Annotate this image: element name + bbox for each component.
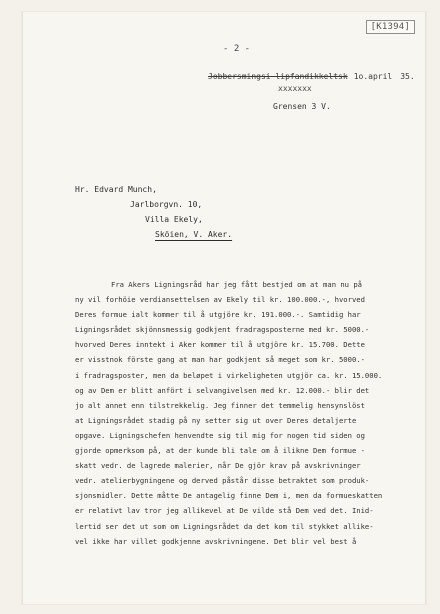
letter-body [75, 277, 417, 549]
body-line: og av Dem er blitt anfört i selvangivelsen med kr. 12.000.- blir det [75, 385, 370, 395]
body-line: lertid ser det ut som om Ligningsrådet da det kom til stykket allike- [75, 521, 374, 531]
address-line: Villa Ekely, [145, 215, 203, 224]
body-line: ny vil forhöie verdiansettelsen av Ekely til kr. 100.000.-, hvorved [75, 295, 365, 305]
body-line: skatt vedr. de lagrede malerier, når De gjör krav på avskrivninger [75, 461, 361, 471]
sender-location: Grensen 3 V. [273, 102, 331, 111]
header-mark: xxxxxxx [278, 84, 312, 93]
body-line: opgave. Ligningschefen henvendte sig til mig for nogen tid siden og [75, 430, 365, 440]
body-line: Deres formue ialt kommer til å utgjöre kr. 191.000.-. Samtidig har [75, 310, 361, 320]
address-line: Sköien, V. Aker. [155, 230, 233, 239]
address-line: Hr. Edvard Munch, [75, 185, 157, 194]
page-number: - 2 - [223, 44, 251, 54]
body-line: at Ligningsrådet stadig på ny setter sig ut over Deres detaljerte [75, 415, 357, 425]
body-line: Ligningsrådet skjönnsmessig godkjent fradragsposterne med kr. 5000.- [75, 325, 370, 335]
body-line: vedr. atelierbygningene og derved påstår disse betraktet som produk- [75, 476, 370, 486]
recipient-address [75, 182, 232, 242]
body-line: i fradragsposter, men da beløpet i virkeligheten utgjör ca. kr. 15.000. [75, 370, 383, 380]
body-line: vel ikke har villet godkjenne avskrivningene. Det blir vel best å [75, 536, 357, 546]
letter-year: 35. [400, 72, 415, 81]
letter-header [208, 72, 415, 81]
address-line: Jarlborgvn. 10, [130, 200, 203, 209]
struck-header-text: Jobbersmingsi lipfandikkeltsk [208, 72, 348, 81]
body-line: jo alt annet enn tilstrekkelig. Jeg finner det temmelig hensynslöst [75, 400, 365, 410]
body-line: gjorde opmerksom på, at der kunde bli tale om å ilikne Dem formue - [75, 446, 365, 456]
body-line: er relativt lav tror jeg allikevel at De vilde stå Dem ved det. Inid- [75, 506, 374, 516]
archive-stamp: [K1394] [366, 20, 415, 34]
body-line: hvorved Deres inntekt i Aker kommer til å utgjöre kr. 15.700. Dette [75, 340, 365, 350]
letter-date: 1o.april [353, 72, 393, 81]
letter-paper [22, 12, 426, 604]
body-line: er visstnok förste gang at man har godkjent så meget som kr. 5000.- [75, 355, 365, 365]
body-line: Fra Akers Ligningsråd har jeg fått bestjed om at man nu på [111, 280, 362, 289]
body-line: sjonsmidler. Dette måtte De antagelig finne Dem i, men da formueskatten [75, 491, 383, 501]
